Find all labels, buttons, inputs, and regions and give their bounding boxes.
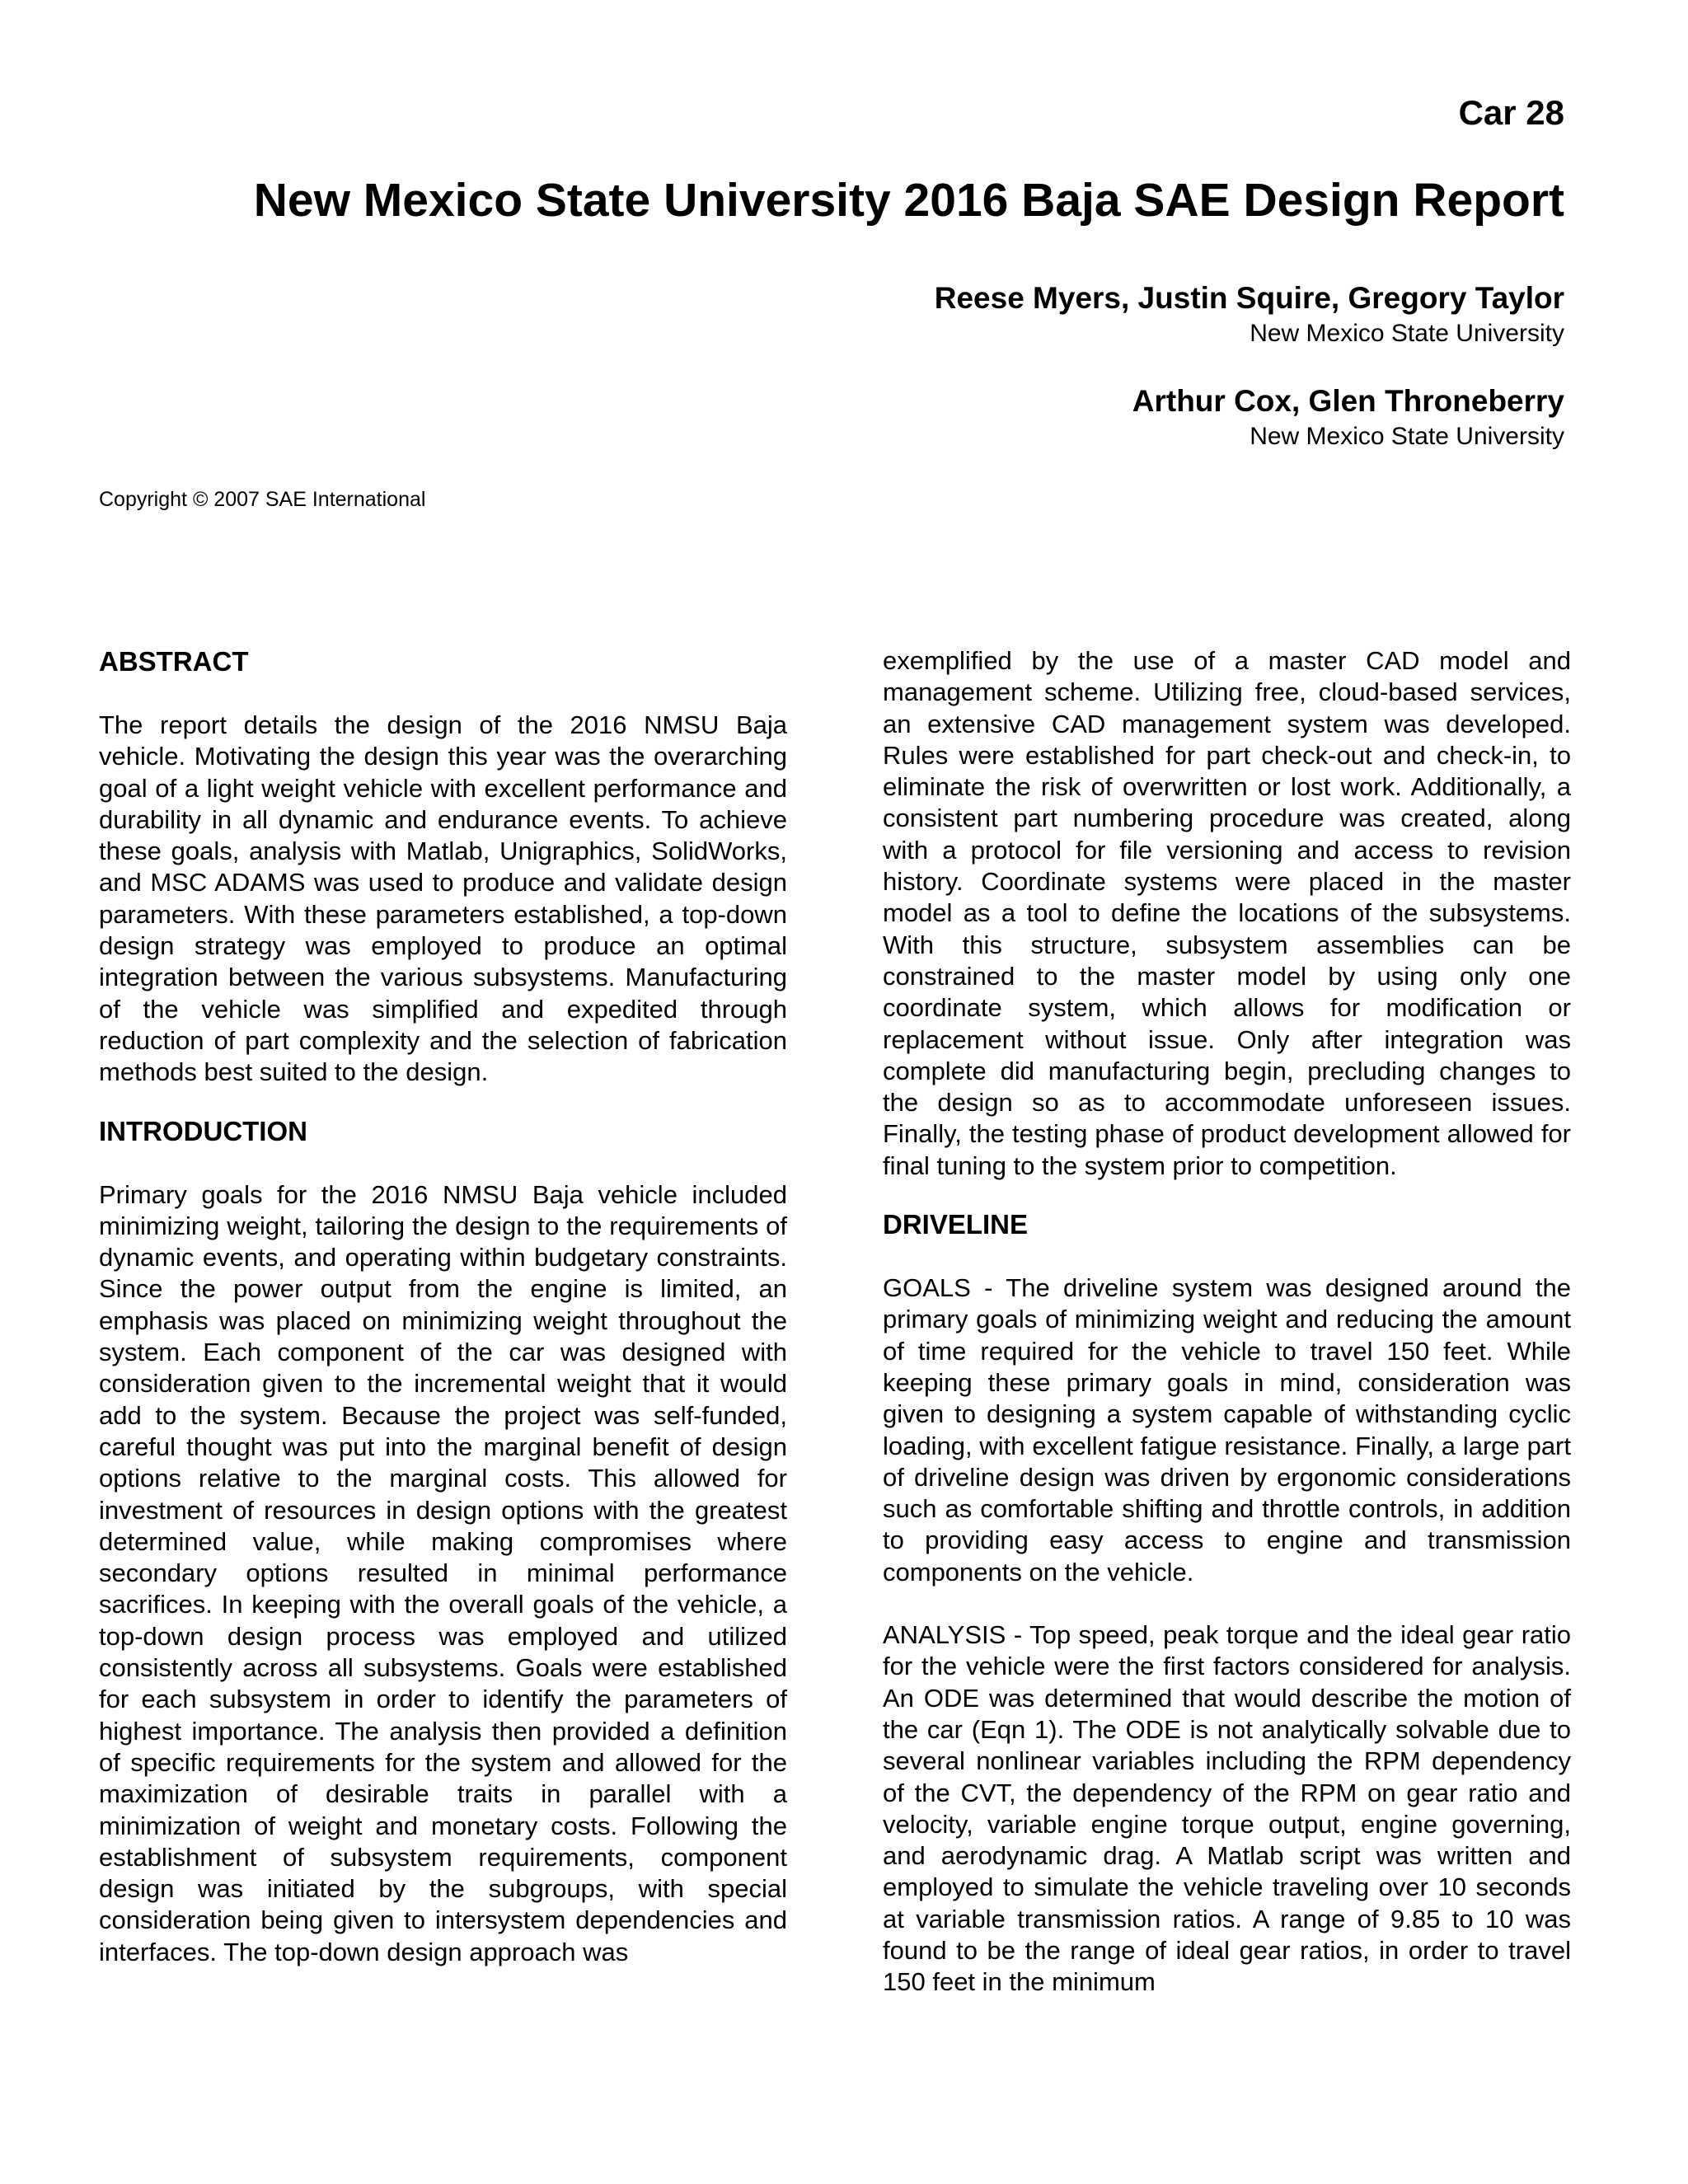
author-group-1: [823, 279, 1564, 349]
author-names: Reese Myers, Justin Squire, Gregory Taylor: [934, 281, 1564, 315]
left-column: [99, 645, 787, 1968]
driveline-analysis-paragraph: ANALYSIS - Top speed, peak torque and the ideal gear ratio for the vehicle were the first factors considered for analysis. An ODE was determined that would describe the motion of the car (Eqn 1). The ODE is not analytically solvable due to several nonlinear variables including the RPM dependency of the CVT, the dependency of the RPM on gear ratio and velocity, variable engine torque output, engine governing, and aerodynamic drag. A Matlab script was written and employed to simulate the vehicle traveling over 10 seconds at variable transmission ratios. A range of 9.85 to 10 was found to be the range of ideal gear ratios, in order to travel 150 feet in the minimum: [883, 1620, 1571, 1997]
introduction-paragraph: Primary goals for the 2016 NMSU Baja vehicle included minimizing weight, tailoring the design to the requirements of dynamic events, and operating within budgetary constraints. Since the power output from the engine is limited, an emphasis was placed on minimizing weight throughout the system. Each component of the car was designed with consideration given to the incremental weight that it would add to the system. Because the project was self-funded, careful thought was put into the marginal benefit of design options relative to the marginal costs. This allowed for investment of resources in design options with the greatest determined value, while making compromises where secondary options resulted in minimal performance sacrifices. In keeping with the overall goals of the vehicle, a top-down design process was employed and utilized consistently across all subsystems. Goals were established for each subsystem in order to identify the parameters of highest importance. The analysis then provided a definition of specific requirements for the system and allowed for the maximization of desirable traits in parallel with a minimization of weight and monetary costs. Following the establishment of subsystem requirements, component design was initiated by the subgroups, with special consideration being given to intersystem dependencies and interfaces. The top-down design approach was: [99, 1179, 787, 1966]
paper-title: New Mexico State University 2016 Baja SAE Design Report: [253, 174, 1564, 227]
copyright-notice: Copyright © 2007 SAE International: [99, 488, 426, 511]
author-group-2: [823, 382, 1564, 452]
right-column: [883, 645, 1571, 1999]
author-names: Arthur Cox, Glen Throneberry: [1132, 384, 1564, 418]
abstract-heading: ABSTRACT: [99, 646, 249, 677]
author-affiliation: New Mexico State University: [1250, 320, 1564, 347]
abstract-paragraph: The report details the design of the 2016 NMSU Baja vehicle. Motivating the design this year was the overarching goal of a light weight vehicle with excellent performance and durability in all dynamic and endurance events. To achieve these goals, analysis with Matlab, Unigraphics, SolidWorks, and MSC ADAMS was used to produce and validate design parameters. With these parameters established, a top-down design strategy was employed to produce an optimal integration between the various subsystems. Manufacturing of the vehicle was simplified and expedited through reduction of part complexity and the selection of fabrication methods best suited to the design.: [99, 710, 787, 1087]
introduction-continued-paragraph: exemplified by the use of a master CAD model and management scheme. Utilizing free, cloud-based services, an extensive CAD management system was developed. Rules were established for part check-out and check-in, to eliminate the risk of overwritten or lost work. Additionally, a consistent part numbering procedure was created, along with a protocol for file versioning and access to revision history. Coordinate systems were placed in the master model as a tool to define the locations of the subsystems. With this structure, subsystem assemblies can be constrained to the master model by using only one coordinate system, which allows for modification or replacement without issue. Only after integration was complete did manufacturing begin, precluding changes to the design so as to accommodate unforeseen issues. Finally, the testing phase of product development allowed for final tuning to the system prior to competition.: [883, 646, 1571, 1180]
author-affiliation: New Mexico State University: [1250, 423, 1564, 450]
car-number: Car 28: [1458, 93, 1564, 132]
driveline-goals-paragraph: GOALS - The driveline system was designed around the primary goals of minimizing weight and reducing the amount of time required for the vehicle to travel 150 feet. While keeping these primary goals in mind, consideration was given to designing a system capable of withstanding cyclic loading, with excellent fatigue resistance. Finally, a large part of driveline design was driven by ergonomic considerations such as comfortable shifting and throttle controls, in addition to providing easy access to engine and transmission components on the vehicle.: [883, 1273, 1571, 1586]
introduction-heading: INTRODUCTION: [99, 1115, 307, 1146]
driveline-heading: DRIVELINE: [883, 1209, 1029, 1240]
